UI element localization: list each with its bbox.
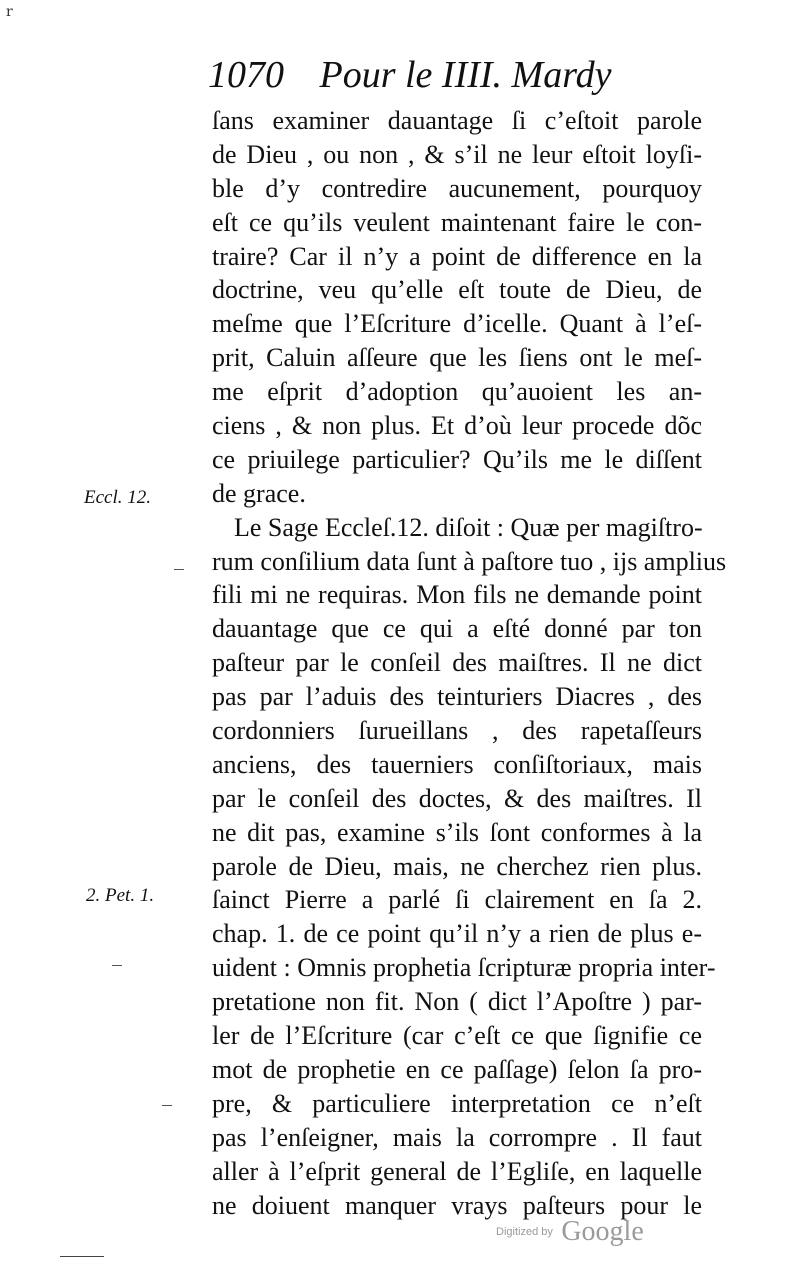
page-number: 1070 [208, 54, 284, 96]
text-line: ciens , & non plus. Et d’où leur procede dõc [212, 411, 702, 441]
text-line: parole de Dieu, mais, ne cherchez rien plus. [212, 851, 702, 881]
text-line: ſainct Pierre a parlé ſi clairement en ſa 2. [212, 885, 702, 915]
watermark-prefix: Digitized by [496, 1226, 553, 1238]
text-line: ne doiuent manquer vrays paſteurs pour le [212, 1190, 702, 1220]
text-line: de Dieu , ou non , & s’il ne leur eſtoit loyſi- [212, 139, 702, 169]
text-line: rum conſilium data ſunt à paſtore tuo , ijs amplius [212, 546, 727, 576]
text-line: ler de l’Eſcriture (car c’eſt ce que ſignifie ce [212, 1021, 702, 1051]
running-header [208, 50, 708, 100]
top-corner-mark: r [6, 4, 13, 20]
text-line: chap. 1. de ce point qu’il n’y a rien de plus e- [212, 919, 702, 949]
text-line: ne dit pas, examine s’ils ſont conformes à la [212, 817, 702, 847]
text-line: me eſprit d’adoption qu’auoient les an- [212, 377, 702, 407]
text-line: uident : Omnis prophetia ſcripturæ propria inter- [212, 953, 716, 983]
text-line: ce priuilege particulier? Qu’ils me le diſſent [212, 444, 702, 474]
text-line: aller à l’eſprit general de l’Egliſe, en laquelle [212, 1156, 702, 1186]
body-text [212, 104, 727, 1222]
digitized-watermark [496, 1216, 644, 1248]
text-line: ſans examiner dauantage ſi c’eſtoit parole [212, 106, 702, 135]
text-line: mot de prophetie en ce paſſage) ſelon ſa pro- [212, 1054, 702, 1084]
margin-dash [162, 1105, 172, 1106]
text-line: paſteur par le conſeil des maiſtres. Il ne dict [212, 648, 702, 678]
text-line: fili mi ne requiras. Mon fils ne demande point [212, 580, 702, 610]
text-line: traire? Car il n’y a point de difference en la [212, 241, 702, 271]
text-line: pas l’enſeigner, mais la corrompre . Il faut [212, 1122, 702, 1152]
text-line: pas par l’aduis des teinturiers Diacres , des [212, 682, 702, 712]
text-line: de grace. [212, 478, 306, 508]
text-line: prit, Caluin aſſeure que les ſiens ont le meſ- [212, 343, 702, 373]
bottom-rule [60, 1256, 104, 1257]
text-line: cordonniers ſurueillans , des rapetaſſeurs [212, 716, 702, 746]
text-line: par le conſeil des doctes, & des maiſtres. Il [212, 783, 702, 813]
text-line: Le Sage Eccleſ.12. diſoit : Quæ per magiſtro- [234, 512, 703, 542]
text-line: doctrine, veu qu’elle eſt toute de Dieu, de [212, 275, 702, 305]
text-line: dauantage que ce qui a eſté donné par ton [212, 614, 702, 644]
margin-note-pet: 2. Pet. 1. [86, 885, 155, 906]
text-line: anciens, des tauerniers conſiſtoriaux, mais [212, 749, 702, 779]
margin-note-eccl: Eccl. 12. [84, 487, 152, 508]
running-title: Pour le IIII. Mardy [319, 54, 612, 96]
text-line: pre, & particuliere interpretation ce n’eſt [212, 1088, 702, 1118]
text-line: ble d’y contredire aucunement, pourquoy [212, 173, 702, 203]
margin-dash [112, 965, 122, 966]
text-line: meſme que l’Eſcriture d’icelle. Quant à l’eſ- [212, 309, 702, 339]
text-line: eſt ce qu’ils veulent maintenant faire le con- [212, 207, 702, 237]
margin-dash [174, 569, 184, 570]
google-logo: Google [561, 1216, 644, 1247]
text-line: pretatione non fit. Non ( dict l’Apoſtre ) par- [212, 987, 702, 1017]
